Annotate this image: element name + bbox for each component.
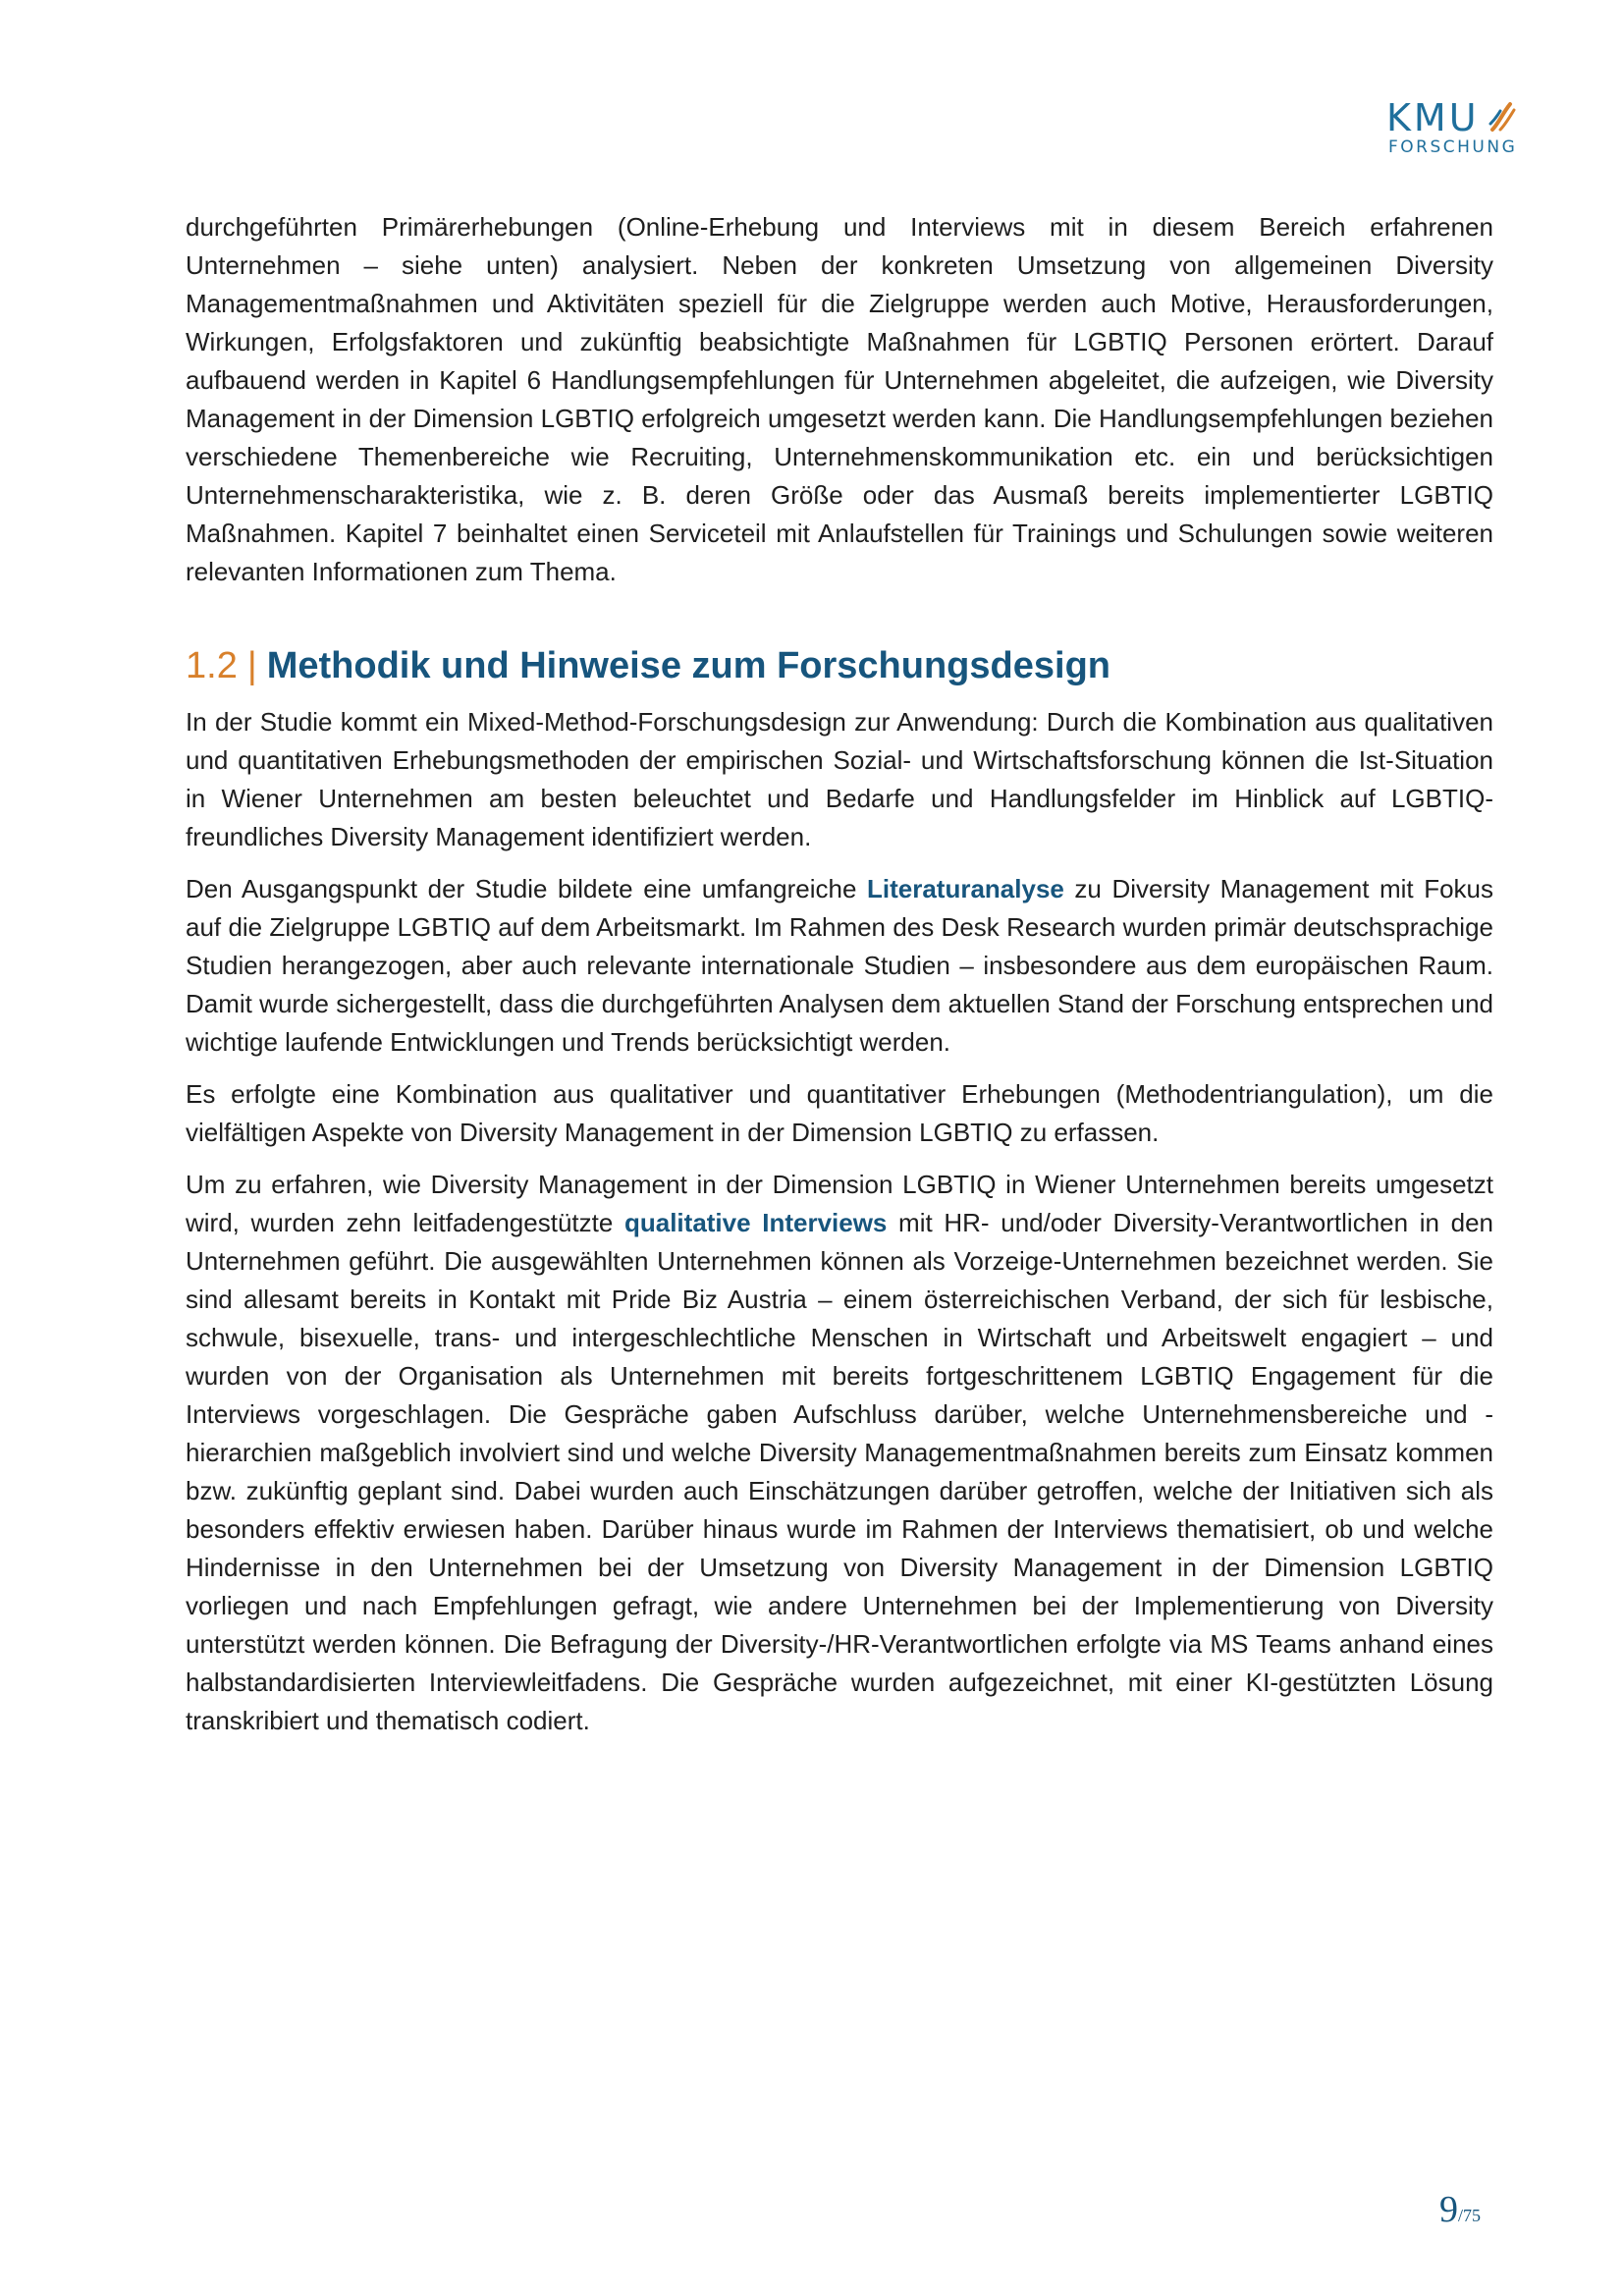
paragraph-2-text-b: zu Diversity Management mit Fokus auf die Zielgruppe LGBTIQ auf dem Arbeitsmarkt. Im Rahmen des Desk Research wurden primär deutschsprachige Studien herangezogen, aber auch relevante internationale Studien – insbesondere aus dem europäischen Raum. Damit wurde sichergestellt, dass die durchgeführten Analysen dem aktuellen Stand der Forschung entsprechen und wichtige laufende Entwicklungen und Trends berücksichtigt werden. [186,874,1493,1057]
page-number [1439,2188,1481,2231]
paragraph-4-text-b: mit HR- und/oder Diversity-Verantwortlichen in den Unternehmen geführt. Die ausgewählten Unternehmen können als Vorzeige-Unternehmen bezeichnet werden. Sie sind allesamt bereits in Kontakt mit Pride Biz Austria – einem österreichischen Verband, der sich für lesbische, schwule, bisexuelle, trans- und intergeschlechtliche Menschen in Wirtschaft und Arbeitswelt engagiert – und wurden von der Organisation als Unternehmen mit bereits fortgeschrittenem LGBTIQ Engagement für die Interviews vorgeschlagen. Die Gespräche gaben Aufschluss darüber, welche Unternehmensbereiche und -hierarchien maßgeblich involviert sind und welche Diversity Managementmaßnahmen bereits zum Einsatz kommen bzw. zukünftig geplant sind. Dabei wurden auch Einschätzungen darüber getroffen, welche der Initiativen sich als besonders effektiv erwiesen haben. Darüber hinaus wurde im Rahmen der Interviews thematisiert, ob und welche Hindernisse in den Unternehmen bei der Umsetzung von Diversity Management in der Dimension LGBTIQ vorliegen und nach Empfehlungen gefragt, wie andere Unternehmen bei der Implementierung von Diversity unterstützt werden können. Die Befragung der Diversity-/HR-Verantwortlichen erfolgte via MS Teams anhand eines halbstandardisierten Interviewleitfadens. Die Gespräche wurden aufgezeichnet, mit einer KI-gestützten Lösung transkribiert und thematisch codiert. [186,1208,1493,1735]
highlight-literaturanalyse: Literaturanalyse [867,874,1064,903]
highlight-qualitative-interviews: qualitative Interviews [623,1208,888,1237]
logo-text-kmu: KMU [1386,96,1480,139]
page-total: /75 [1458,2206,1482,2225]
kmu-forschung-logo [1386,96,1518,161]
paragraph-4-text-a: Um zu erfahren, wie Diversity Management in der Dimension LGBTIQ in Wiener Unternehmen bereits umgesetzt wird, wurden zehn leitfadengestützte [186,1170,1493,1237]
section-heading [186,640,1493,691]
method-paragraph-3: Es erfolgte eine Kombination aus qualitativer und quantitativer Erhebungen (Methodentriangulation), um die vielfältigen Aspekte von Diversity Management in der Dimension LGBTIQ zu erfassen. [186,1079,1493,1147]
method-paragraph-1: In der Studie kommt ein Mixed-Method-Forschungsdesign zur Anwendung: Durch die Kombination aus qualitativen und quantitativen Erhebungsmethoden der empirischen Sozial- und Wirtschaftsforschung können die Ist-Situation in Wiener Unternehmen am besten beleuchtet und Bedarfe und Handlungsfelder im Hinblick auf LGBTIQ-freundliches Diversity Management identifiziert werden. [186,707,1493,851]
page-current: 9 [1439,2189,1458,2230]
logo-text-forschung: FORSCHUNG [1388,137,1518,157]
intro-paragraph: durchgeführten Primärerhebungen (Online-Erhebung und Interviews mit in diesem Bereich erfahrenen Unternehmen – siehe unten) analysiert. Neben der konkreten Umsetzung von allgemeinen Diversity Managementmaßnahmen und Aktivitäten speziell für die Zielgruppe werden auch Motive, Herausforderungen, Wirkungen, Erfolgsfaktoren und zukünftig beabsichtigte Maßnahmen für LGBTIQ Personen erörtert. Darauf aufbauend werden in Kapitel 6 Handlungsempfehlungen für Unternehmen abgeleitet, die aufzeigen, wie Diversity Management in der Dimension LGBTIQ erfolgreich umgesetzt werden kann. Die Handlungsempfehlungen beziehen verschiedene Themenbereiche wie Recruiting, Unternehmenskommunikation etc. ein und berücksichtigen Unternehmenscharakteristika, wie z. B. deren Größe oder das Ausmaß bereits implementierter LGBTIQ Maßnahmen. Kapitel 7 beinhaltet einen Serviceteil mit Anlaufstellen für Trainings und Schulungen sowie weiteren relevanten Informationen zum Thema. [186,212,1493,586]
method-paragraph-4 [186,1166,1493,1740]
section-title: Methodik und Hinweise zum Forschungsdesign [266,645,1110,686]
section-separator: | [246,645,257,686]
paragraph-2-text-a: Den Ausgangspunkt der Studie bildete eine umfangreiche [186,874,867,903]
logo-swoosh-icon [1488,100,1516,136]
section-number: 1.2 [186,645,238,686]
method-paragraph-2 [186,870,1493,1062]
main-content [186,208,1493,1754]
